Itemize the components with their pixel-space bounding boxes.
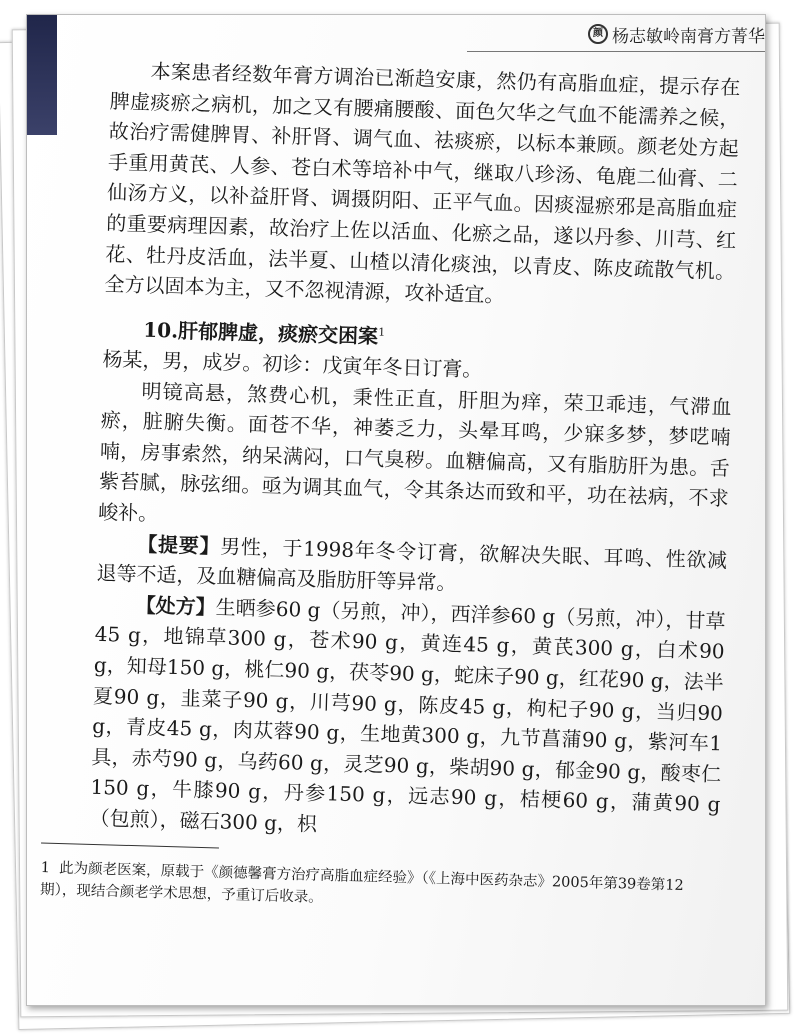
footnote-number: 1 (40, 859, 51, 877)
footnote-ref: 1 (377, 325, 386, 339)
book-page (26, 14, 766, 1006)
prescription-label: 【处方】 (135, 592, 217, 619)
prescription-text: 生晒参60 g（另煎，冲），西洋参60 g（另煎，冲），甘草45 g，地锦草300 g，苍术90 g，黄连45 g，黄芪300 g，白术90 g，知母150 g，桃仁90 g，茯苓90 g，蛇床子90 g，红花90 g，法半夏90 g，韭菜子90 g，川芎90 g，陈皮45 g，枸杞子90 g，当归90 g，青皮45 g，肉苁蓉90 g，生地黄300 g，九节菖蒲90 g，紫河车1具，赤芍90 g，乌药60 g，灵芝90 g，柴胡90 g，郁金90 g，酸枣仁150 g，牛膝90 g，丹参150 g，远志90 g，桔梗60 g，蒲黄90 g（包煎），磁石300 g，枳 (89, 594, 726, 836)
section-title-text: 10.肝郁脾虚，痰瘀交困案 (143, 317, 379, 348)
summary-text: 男性，于1998年冬令订膏，欲解决失眠、耳鸣、性欲减退等不适，及血糖偏高及脂肪肝等异常。 (96, 533, 728, 596)
prescription-paragraph (89, 589, 726, 851)
footnote-text: 此为颜老医案，原载于《颜德馨膏方治疗高脂血症经验》（《上海中医药杂志》2005年第39卷第12期），现结合颜老学术思想，予重订后收录。 (39, 860, 684, 906)
cover-spine-strip (27, 15, 57, 135)
main-text (89, 55, 740, 851)
footnote-rule (41, 843, 219, 849)
book-title: 杨志敏岭南膏方菁华 (612, 26, 765, 47)
running-header (588, 21, 765, 47)
header-rule (467, 51, 765, 52)
case-description: 明镜高悬，煞费心机，秉性正直，肝胆为痒，荣卫乖违，气滞血瘀，脏腑失衡。面苍不华，神萎乏力，头晕耳鸣，少寐多梦，梦呓喃喃，房事索然，纳呆满闷，口气臭秽。血糖偏高，又有脂肪肝为患。舌紫苔腻，脉弦细。亟为调其血气，令其条达而致和平，功在祛病，不求峻补。 (97, 378, 732, 526)
seal-icon: 颜 (588, 24, 608, 44)
summary-label: 【提要】 (137, 531, 221, 558)
footnote (40, 857, 691, 919)
patient-line: 杨某，男，成岁。初诊：戊寅年冬日订膏。 (102, 346, 483, 382)
intro-paragraph: 本案患者经数年膏方调治已渐趋安康，然仍有高脂血症，提示存在脾虚痰瘀之病机，加之又有腰痛腰酸、面色欠华之气血不能濡养之候，故治疗需健脾胃、补肝肾、调气血、祛痰瘀，以标本兼顾。颜老处方起手重用黄芪、人参、苍白术等培补中气，继取八珍汤、龟鹿二仙膏、二仙汤方义，以补益肝肾、调摄阴阳、正平气血。因痰湿瘀邪是高脂血症的重要病理因素，故治疗上佐以活血、化瘀之品，遂以丹参、川芎、红花、牡丹皮活血，法半夏、山楂以清化痰浊，以青皮、陈皮疏散气机。全方以固本为主，又不忽视清源，攻补适宜。 (104, 59, 741, 308)
